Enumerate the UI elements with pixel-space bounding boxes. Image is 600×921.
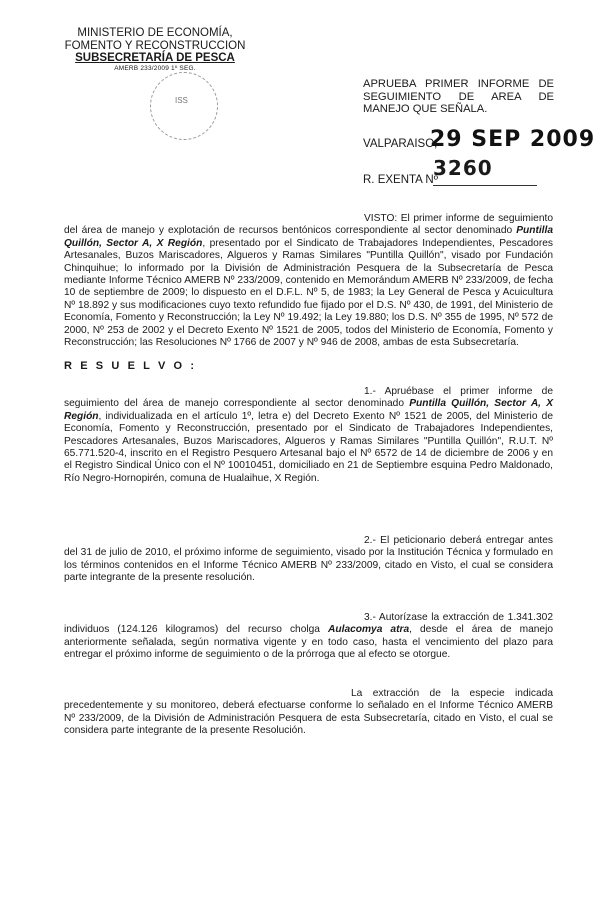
article-2: 2.- El peticionario deberá entregar antes del 31 de julio de 2010, el próximo informe de seguimiento, visado por la Institución Técnica y formulado en los términos contenidos en el Informe Técnico AMERB Nº 233/2009, citado en Visto, el cual se considera parte integrante de la presente resolución. [64, 535, 553, 584]
subject-block [363, 78, 554, 116]
article-1-number: 1.- [364, 386, 376, 397]
article-1-sector: Puntilla Quillón, Sector A, X Región [64, 398, 553, 422]
article-3-continuation: La extracción de la especie indicada precedentemente y su monitoreo, deberá efectuarse conforme lo señalado en el Informe Técnico AMERB Nº 233/2009, de la División de Administración Pesquera de esta Subsecretaría, citado en Visto, el cual se considera parte integrante de la presente Resolución. [64, 688, 553, 737]
letterhead [60, 27, 250, 73]
sector-name: Puntilla Quillón, Sector A, X Región [64, 225, 553, 249]
subject-line-1: APRUEBA PRIMER INFORME DE [363, 78, 554, 90]
exenta-number: 3260 [433, 156, 493, 180]
ministry-name-line2: FOMENTO Y RECONSTRUCCION [64, 39, 246, 52]
article-3-number: 3.- [364, 612, 376, 623]
subject-line-2: SEGUIMIENTO DE AREA DE [363, 90, 554, 103]
subsecretaria-name: SUBSECRETARÍA DE PESCA [75, 52, 235, 64]
article-1: 1.- Apruébase el primer informe de seguimiento del área de manejo correspondiente al sector denominado Puntilla Quillón, Sector A, X Región, individualizada en el artículo 1º, letra e) del Decreto Exento Nº 1521 de 2005, del Ministerio de Economía, Fomento y Reconstrucción, presentado por el Sindicato de Trabajadores Independientes, Pescadores Artesanales, Buzos Mariscadores, Algueros y Ramas Similares "Puntilla Quillón", R.U.T. Nº 65.771.520-4, inscrito en el Registro Pesquero Artesanal bajo el Nº 6572 de 14 de diciembre de 2006 y en el Registro Sindical Único con el Nº 10010451, domiciliado en 21 de Septiembre esquina Pedro Maldonado, Río Negro-Hornopirén, comuna de Hualaihue, X Región. [64, 386, 553, 484]
visto-paragraph: VISTO: El primer informe de seguimiento del área de manejo y explotación de recursos bentónicos correspondiente al sector denominado Puntilla Quillón, Sector A, X Región, presentado por el Sindicato de Trabajadores Independientes, Pescadores Artesanales, Buzos Mariscadores, Algueros y Ramas Similares "Puntilla Quillón", visado por Fundación Chinquihue; lo informado por la División de Administración Pesquera de la Subsecretaría de Pesca mediante Informe Técnico AMERB Nº 233/2009, contenido en Memorándum AMERB Nº 233/2009, de fecha 10 de septiembre de 2009; lo dispuesto en el D.F.L. Nº 5, de 1983; la Ley General de Pesca y Acuicultura Nº 18.892 y sus modificaciones cuyo texto refundido fue fijado por el D.S. Nº 430, de 1991, del Ministerio de Economía, Fomento y Reconstrucción; la Ley Nº 19.492; la Ley 19.880; los D.S. Nº 355 de 1995, Nº 572 de 2000, Nº 253 de 2002 y el Decreto Exento Nº 1521 de 2005, todos del Ministerio de Economía, Fomento y Reconstrucción; las Resoluciones Nº 1766 de 2007 y Nº 946 de 2008, ambas de esta Subsecretaría. [64, 213, 553, 349]
seal-mark: ISS [175, 96, 188, 105]
exenta-underline [433, 185, 537, 186]
article-3: 3.- Autorízase la extracción de 1.341.302 individuos (124.126 kilogramos) del recurso cholga Aulacomya atra, desde el área de manejo anteriormente señalada, según normativa vigente y en todo caso, hasta el vencimiento del plazo para entregar el próximo informe de seguimiento o de la prórroga que al efecto se otorgue. [64, 612, 553, 661]
ministry-name-line1: MINISTERIO DE ECONOMÍA, [77, 27, 233, 39]
resuelvo-heading: R E S U E L V O : [64, 360, 197, 372]
place-label: VALPARAISO, [363, 138, 438, 150]
species-name: Aulacomya atra [328, 624, 410, 636]
subject-line-3: MANEJO QUE SEÑALA. [363, 103, 488, 116]
reference-stamp-text: AMERB 233/2009 1º SEG. [114, 64, 196, 72]
date-stamp: 29 SEP 2009 [430, 127, 596, 152]
visto-lead: VISTO: [364, 213, 398, 224]
official-seal-stamp [150, 72, 218, 140]
exenta-label: R. EXENTA Nº [363, 174, 438, 186]
article-2-number: 2.- [364, 535, 376, 546]
